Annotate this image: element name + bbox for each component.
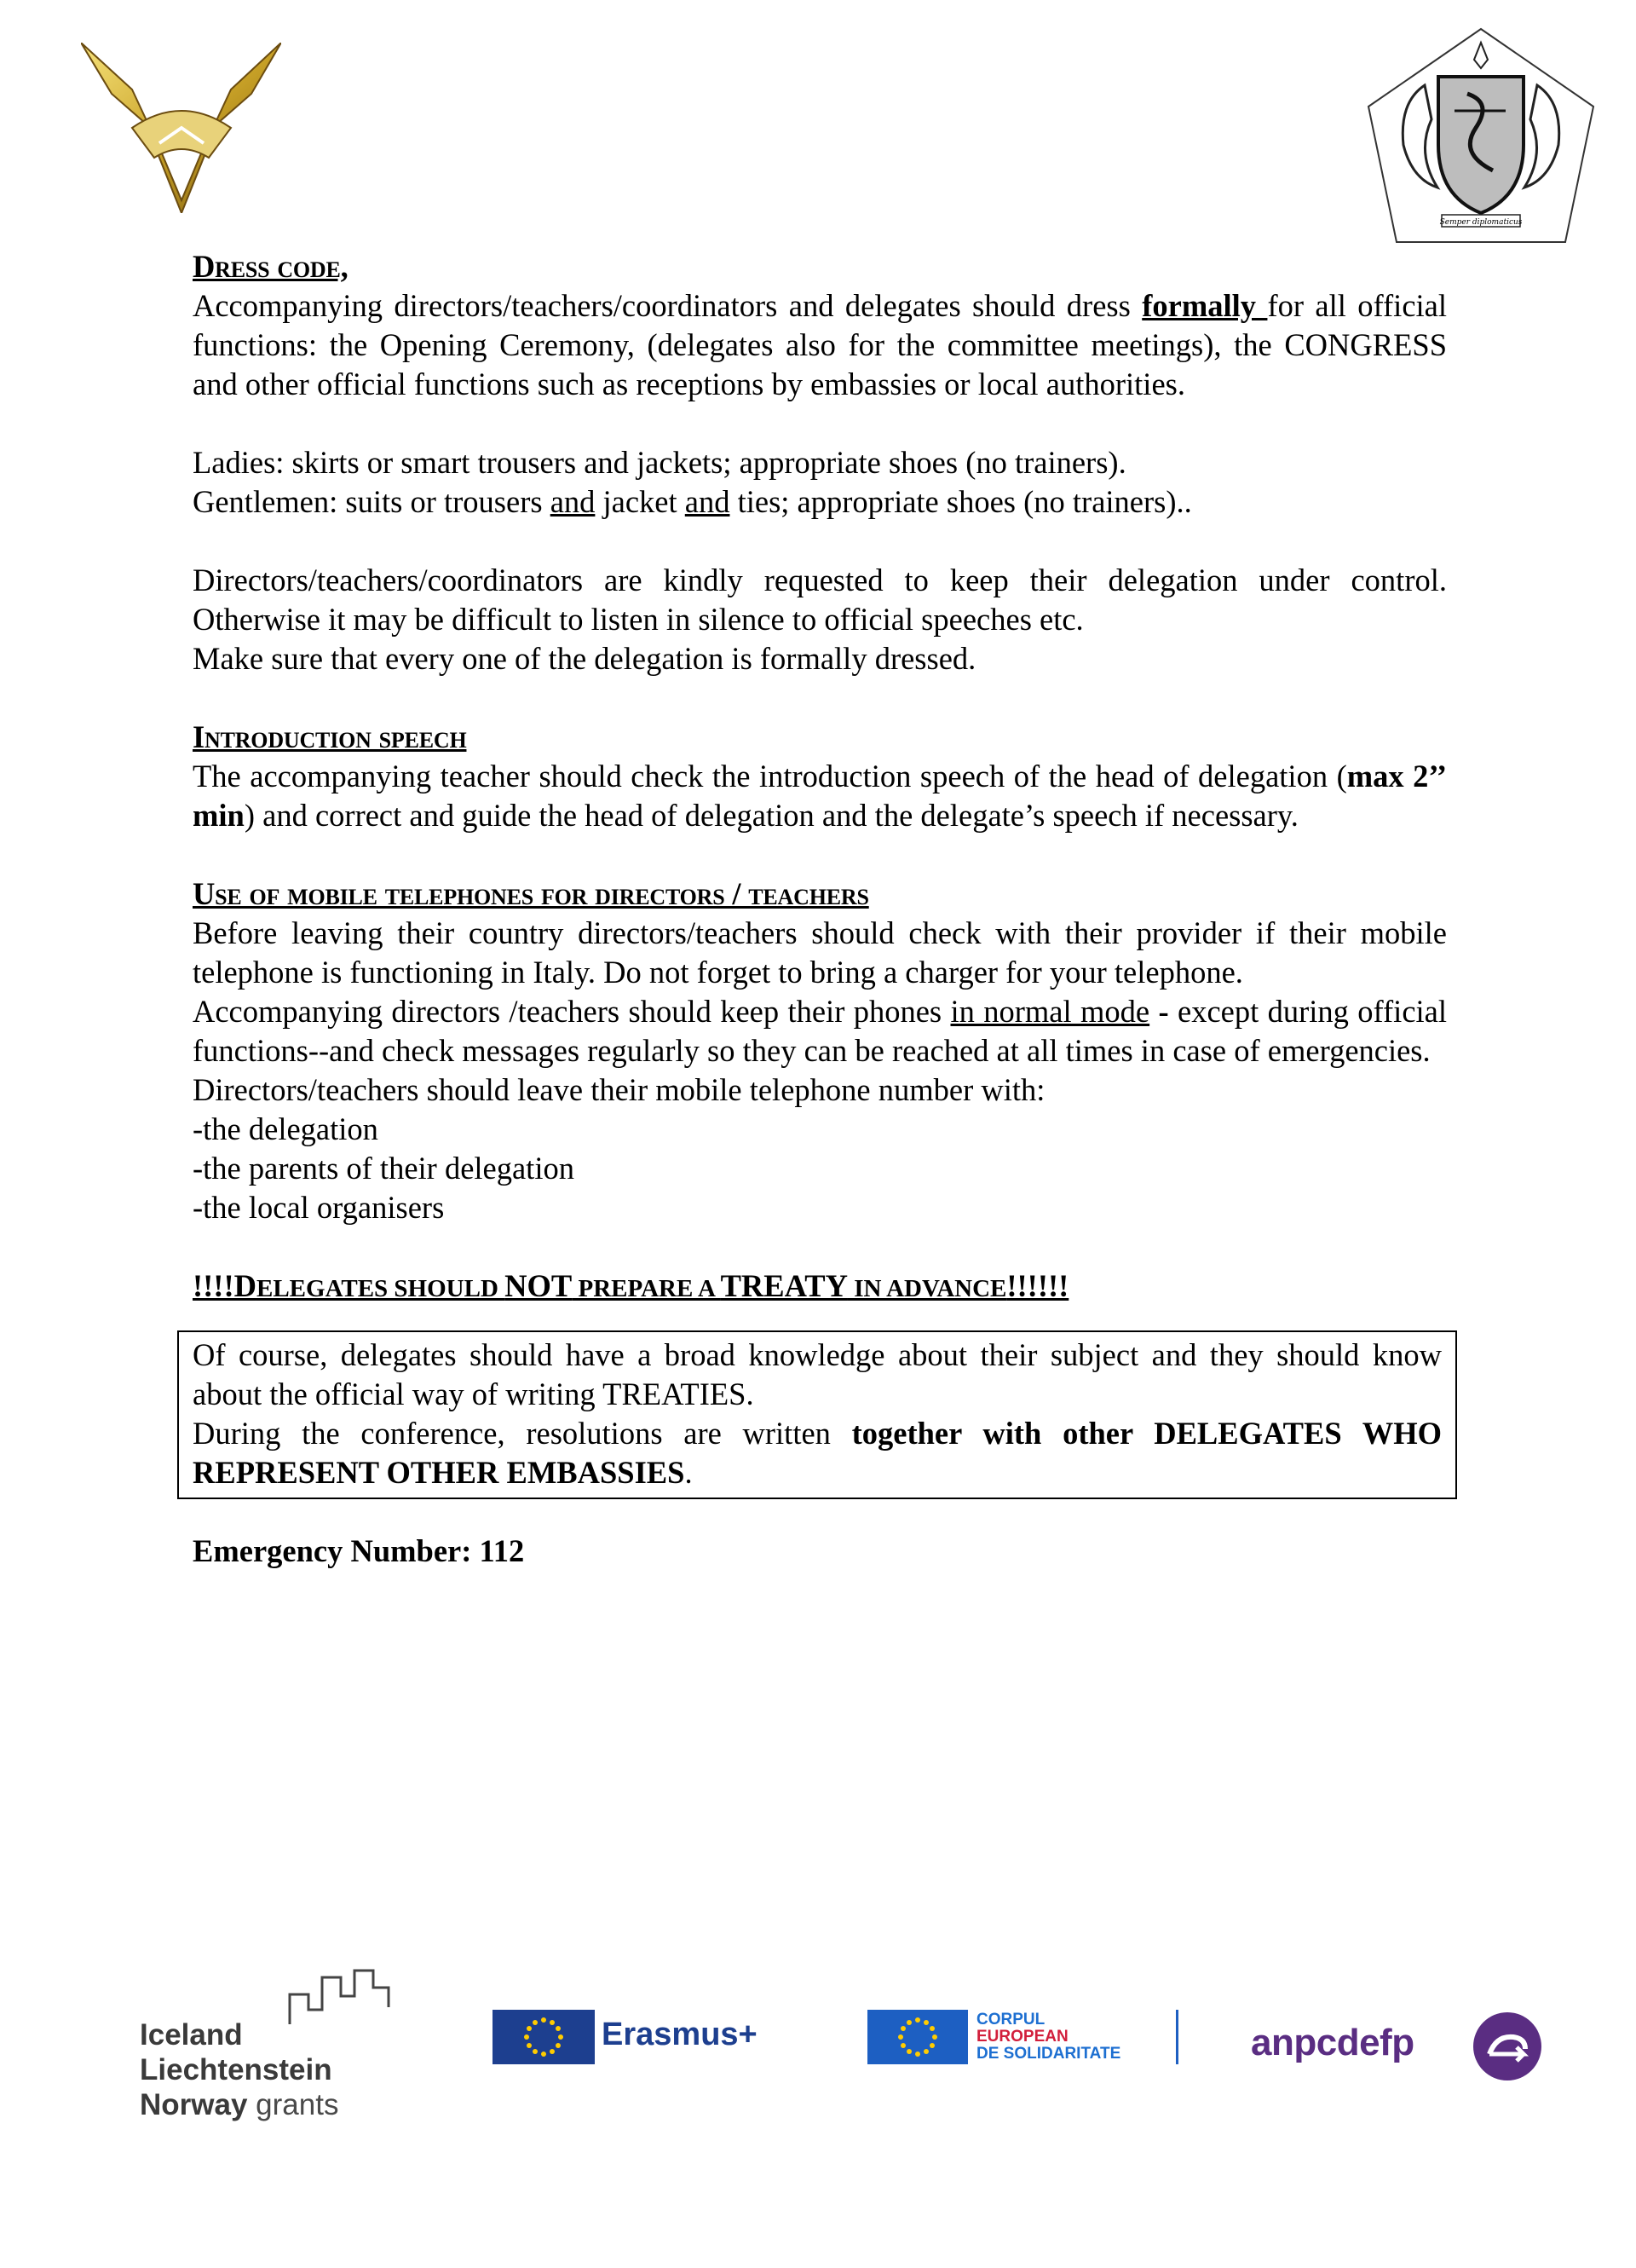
eu-flag-icon xyxy=(493,2010,595,2064)
gentlemen-line: Gentlemen: suits or trousers and jacket and ties; appropriate shoes (no trainers).. xyxy=(193,484,1192,519)
erasmus-plus-logo: Erasmus+ xyxy=(493,2010,801,2068)
emergency-number: Emergency Number: 112 xyxy=(193,1533,525,1568)
box-paragraph-1: Of course, delegates should have a broad knowledge about their subject and they should know about the official way of writing TREATIES. xyxy=(193,1337,1442,1411)
mobile-paragraph-3: Directors/teachers should leave their mobile telephone number with: xyxy=(193,1072,1046,1107)
box-paragraph-2: During the conference, resolutions are written together with other DELEGATES WHO REPRESENT OTHER EMBASSIES. xyxy=(193,1416,1442,1490)
mobile-paragraph-1: Before leaving their country directors/teachers should check with their provider if their mobile telephone is functioning in Italy. Do not forget to bring a charger for your telephone. xyxy=(193,915,1447,990)
anpcdefp-circle-icon xyxy=(1471,2010,1544,2083)
iceland-liechtenstein-norway-grants-logo: Iceland Liechtenstein Norway grants xyxy=(136,1969,400,2114)
corpul-european-de-solidaritate-logo: CORPUL EUROPEAN DE SOLIDARITATE xyxy=(867,2010,1183,2068)
eu-flag-icon xyxy=(867,2010,968,2064)
dress-code-heading: Dress code, xyxy=(193,249,349,284)
intro-speech-heading: Introduction speech xyxy=(193,719,467,754)
mobile-heading: Use of mobile telephones for directors / teachers xyxy=(193,876,869,911)
anpcdefp-logo: anpcdefp xyxy=(1242,2010,1551,2081)
treaty-notice: !!!!DELEGATES SHOULD NOT PREPARE A TREATY IN ADVANCE!!!!!! xyxy=(193,1268,1069,1303)
ladies-line: Ladies: skirts or smart trousers and jackets; appropriate shoes (no trainers). xyxy=(193,445,1126,480)
crest-motto: Semper diplomaticus xyxy=(1439,218,1523,227)
crest-logo xyxy=(1365,26,1597,245)
footer-logos xyxy=(0,1960,1636,2131)
winged-handshake-logo xyxy=(81,43,281,213)
formally-dressed-line: Make sure that every one of the delegation is formally dressed. xyxy=(193,641,976,676)
mobile-paragraph-2: Accompanying directors /teachers should keep their phones in normal mode - except during official functions--and check messages regularly so they can be reached at all times in case of emergencies. xyxy=(193,994,1447,1068)
document-body xyxy=(193,247,1447,1571)
treaties-info-box xyxy=(177,1330,1457,1499)
list-item: -the local organisers xyxy=(193,1190,445,1225)
dress-code-paragraph: Accompanying directors/teachers/coordinators and delegates should dress formally for all official functions: the Opening Ceremony, (delegates also for the committee meetings), the CONGRESS and other official functions such as receptions by embassies or local authorities. xyxy=(193,288,1448,401)
list-item: -the parents of their delegation xyxy=(193,1151,574,1186)
intro-speech-paragraph: The accompanying teacher should check the introduction speech of the head of delegation (max 2’’ min) and correct and guide the head of delegation and the delegate’s speech if necessary. xyxy=(193,759,1447,833)
list-item: -the delegation xyxy=(193,1111,378,1146)
control-paragraph: Directors/teachers/coordinators are kindly requested to keep their delegation under control. Otherwise it may be difficult to listen in silence to official speeches etc. xyxy=(193,563,1447,637)
